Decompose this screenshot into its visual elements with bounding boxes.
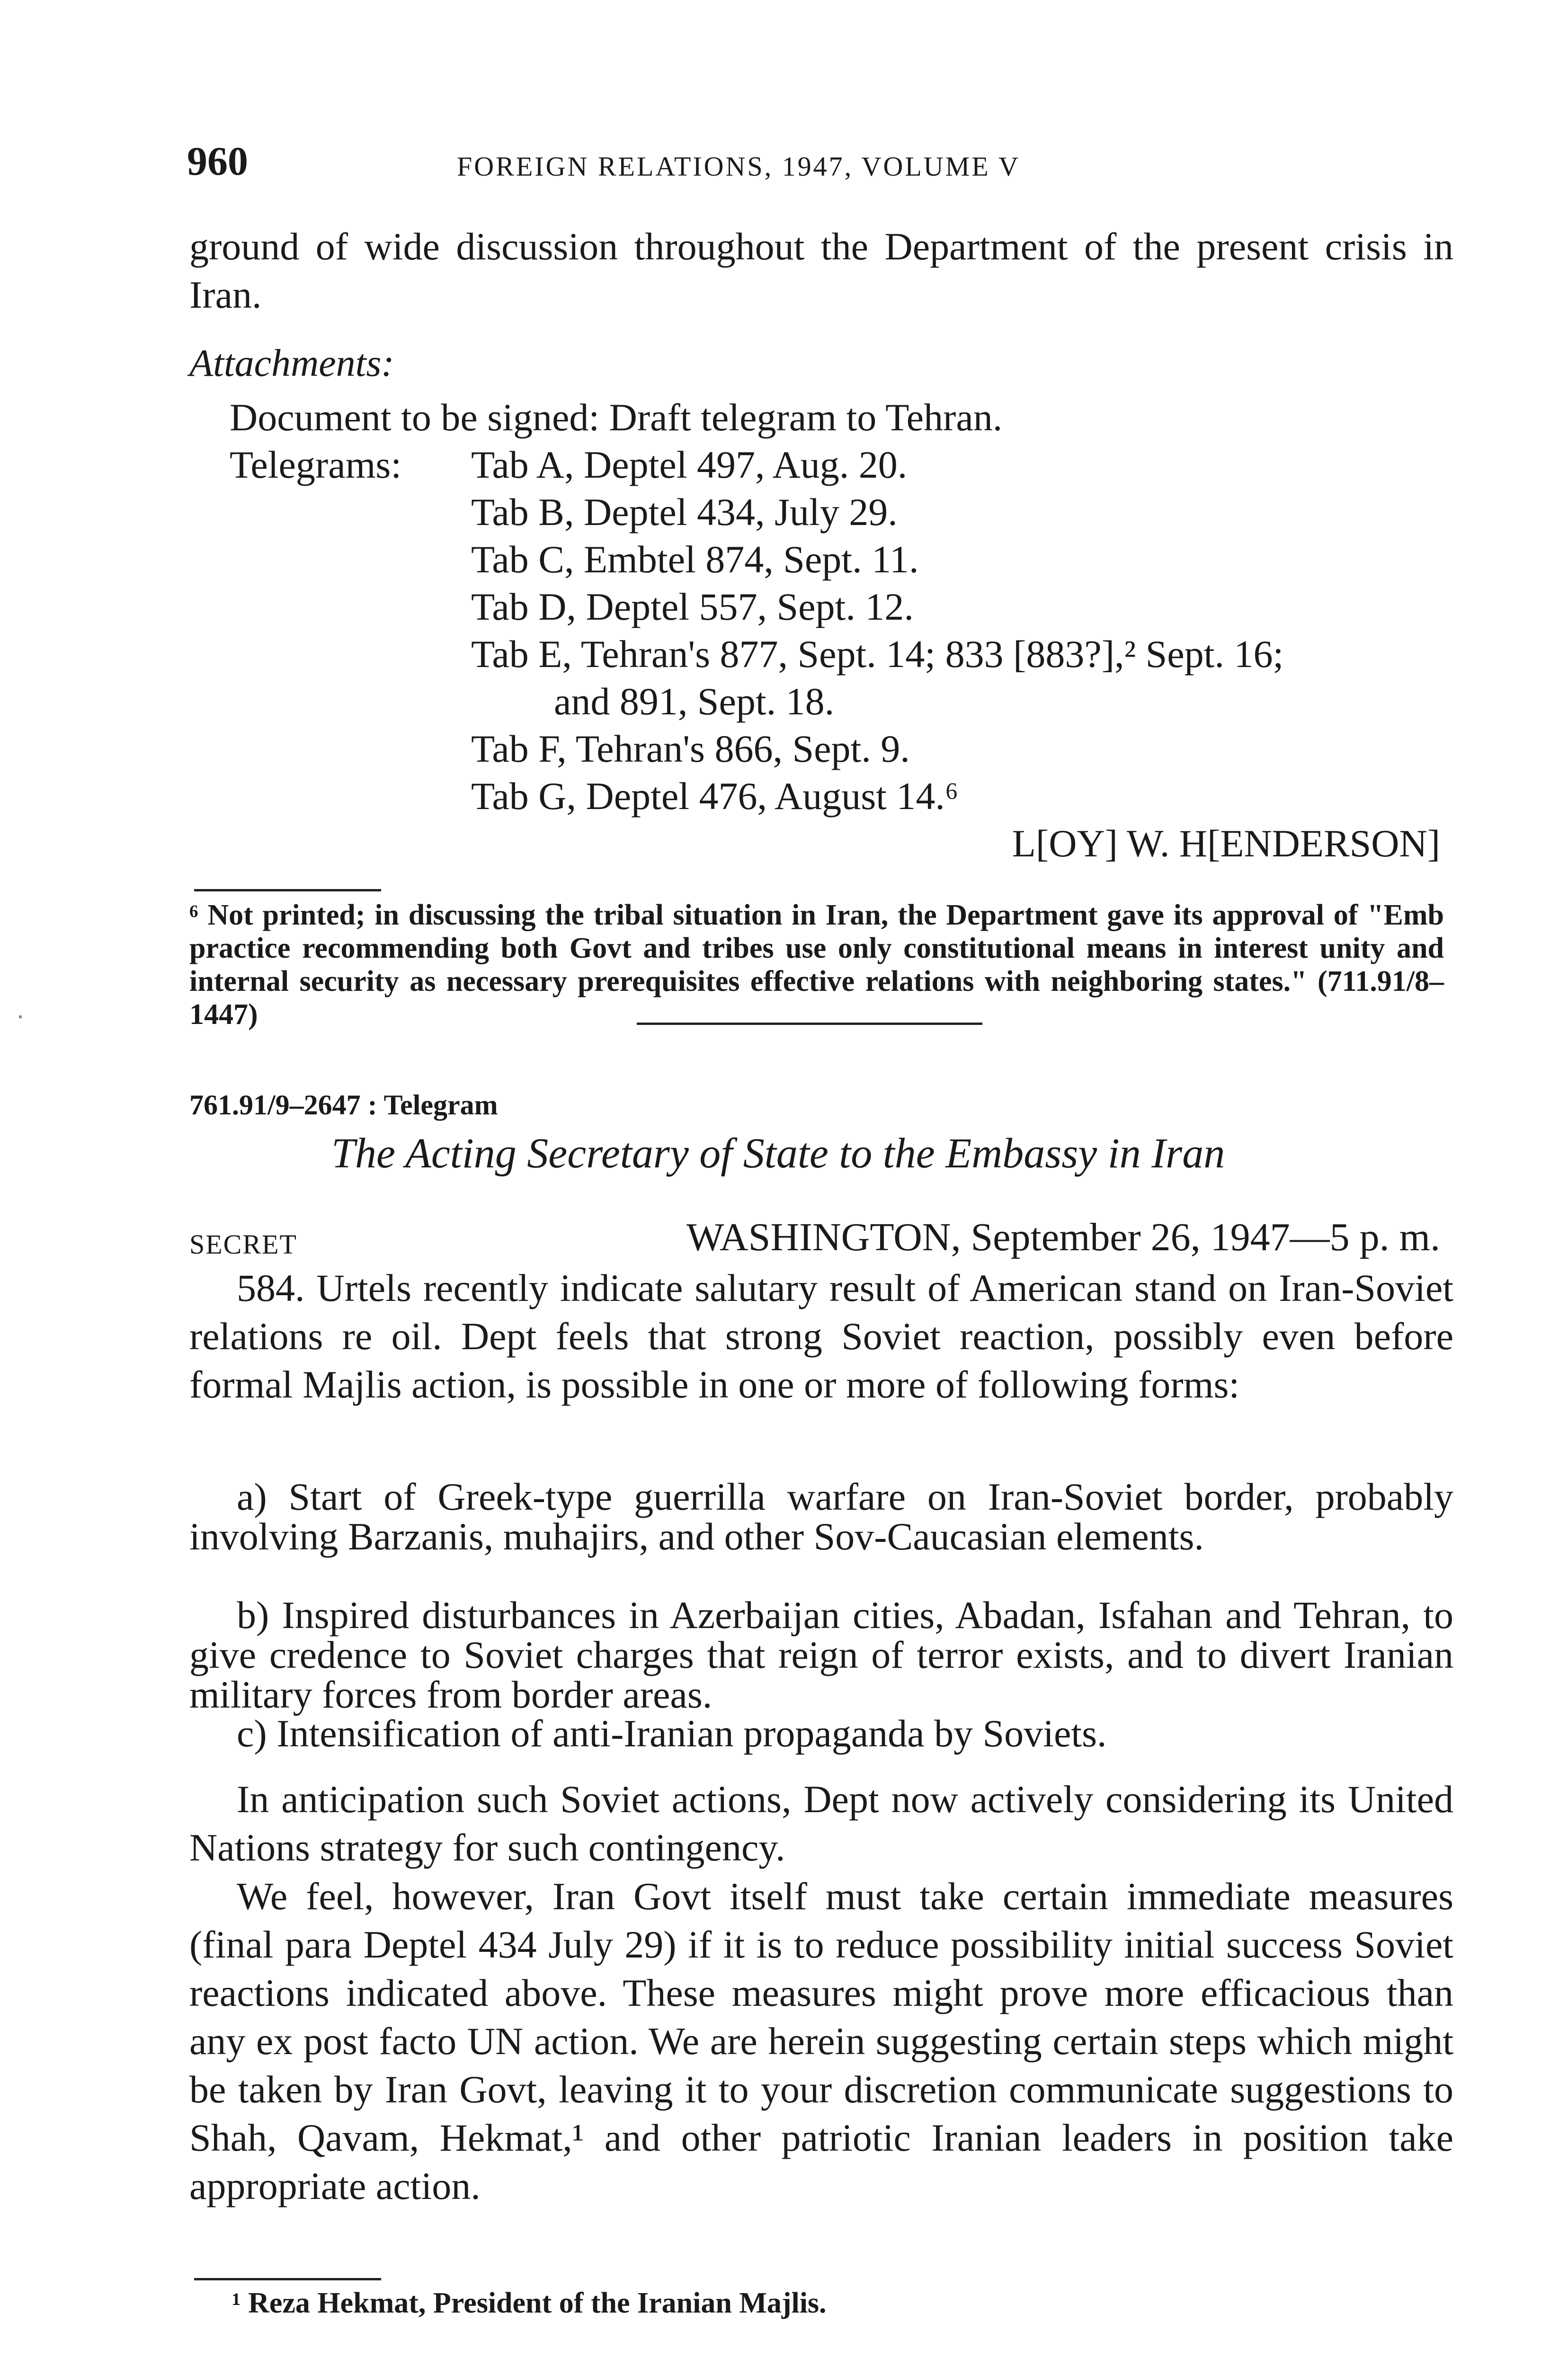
intro-text: ground of wide discussion throughout the Department of the present crisis in Iran. [189,225,1453,316]
signature: L[OY] W. H[ENDERSON] [1012,822,1440,865]
dateline: WASHINGTON, September 26, 1947—5 p. m. [686,1215,1440,1259]
list-item-c [189,1714,1453,1753]
section-divider [637,1023,982,1025]
document-to-be-signed: Document to be signed: Draft telegram to Tehran. [230,396,1003,439]
paragraph-1-text: 584. Urtels recently indicate salutary result of American stand on Iran-Soviet relations re oil. Dept feels that strong Soviet reaction, possibly even before formal Majlis action, is possible in one or more of following forms: [189,1266,1453,1406]
paragraph-1 [189,1264,1453,1409]
file-reference: 761.91/9–2647 : Telegram [189,1089,498,1121]
paragraph-3 [189,1872,1453,2210]
tab-f: Tab F, Tehran's 866, Sept. 9. [471,727,910,770]
footnote-6 [189,899,1444,1031]
running-title: FOREIGN RELATIONS, 1947, VOLUME V [457,151,1020,182]
footnote-1-text: ¹ Reza Hekmat, President of the Iranian Majlis. [232,2287,827,2319]
list-item-a [189,1477,1453,1557]
tab-b: Tab B, Deptel 434, July 29. [471,490,898,534]
attachments-heading: Attachments: [189,341,394,384]
item-a-text: a) Start of Greek-type guerrilla warfare on Iran-Soviet border, probably involving Barzanis, muhajirs, and other Sov-Caucasian elements. [189,1475,1453,1558]
tab-e-continuation: and 891, Sept. 18. [554,680,835,723]
footnote-6-text: ⁶ Not printed; in discussing the tribal situation in Iran, the Department gave its approval of "Emb practice recommending both Govt and tribes use only constitutional means in interest unity and internal security as necessary prerequisites effective relations with neighboring states." (711.91/8–1447) [189,899,1444,1031]
footnote-rule-bottom [194,2278,381,2280]
document-title: The Acting Secretary of State to the Embassy in Iran [331,1130,1225,1177]
page-number: 960 [187,138,248,184]
classification-label: SECRET [189,1229,297,1260]
item-c-text: c) Intensification of anti-Iranian propaganda by Soviets. [237,1712,1107,1755]
item-b-text: b) Inspired disturbances in Azerbaijan cities, Abadan, Isfahan and Tehran, to give credence to Soviet charges that reign of terror exists, and to divert Iranian military forces from border areas. [189,1593,1453,1716]
paragraph-3-text: We feel, however, Iran Govt itself must take certain immediate measures (final para Deptel 434 July 29) if it is to reduce possibility initial success Soviet reactions indicated above. These measures might prove more efficacious than any ex post facto UN action. We are herein suggesting certain steps which might be taken by Iran Govt, leaving it to your discretion communicate suggestions to Shah, Qavam, Hekmat,¹ and other patriotic Iranian leaders in position take appropriate action. [189,1875,1453,2207]
tab-a: Tab A, Deptel 497, Aug. 20. [471,443,908,486]
paragraph-2-text: In anticipation such Soviet actions, Dept now actively considering its United Nations strategy for such contingency. [189,1778,1453,1869]
paragraph-2 [189,1775,1453,1872]
intro-paragraph [189,222,1453,319]
tab-d: Tab D, Deptel 557, Sept. 12. [471,585,914,628]
tab-c: Tab C, Embtel 874, Sept. 11. [471,538,919,581]
tab-g: Tab G, Deptel 476, August 14.⁶ [471,774,959,818]
footnote-1 [232,2287,1487,2320]
footnote-rule [194,889,381,891]
list-item-b [189,1595,1453,1715]
telegrams-label: Telegrams: [230,443,402,486]
tab-e: Tab E, Tehran's 877, Sept. 14; 833 [883?],² Sept. 16; [471,632,1284,676]
scan-speck [19,1015,22,1018]
